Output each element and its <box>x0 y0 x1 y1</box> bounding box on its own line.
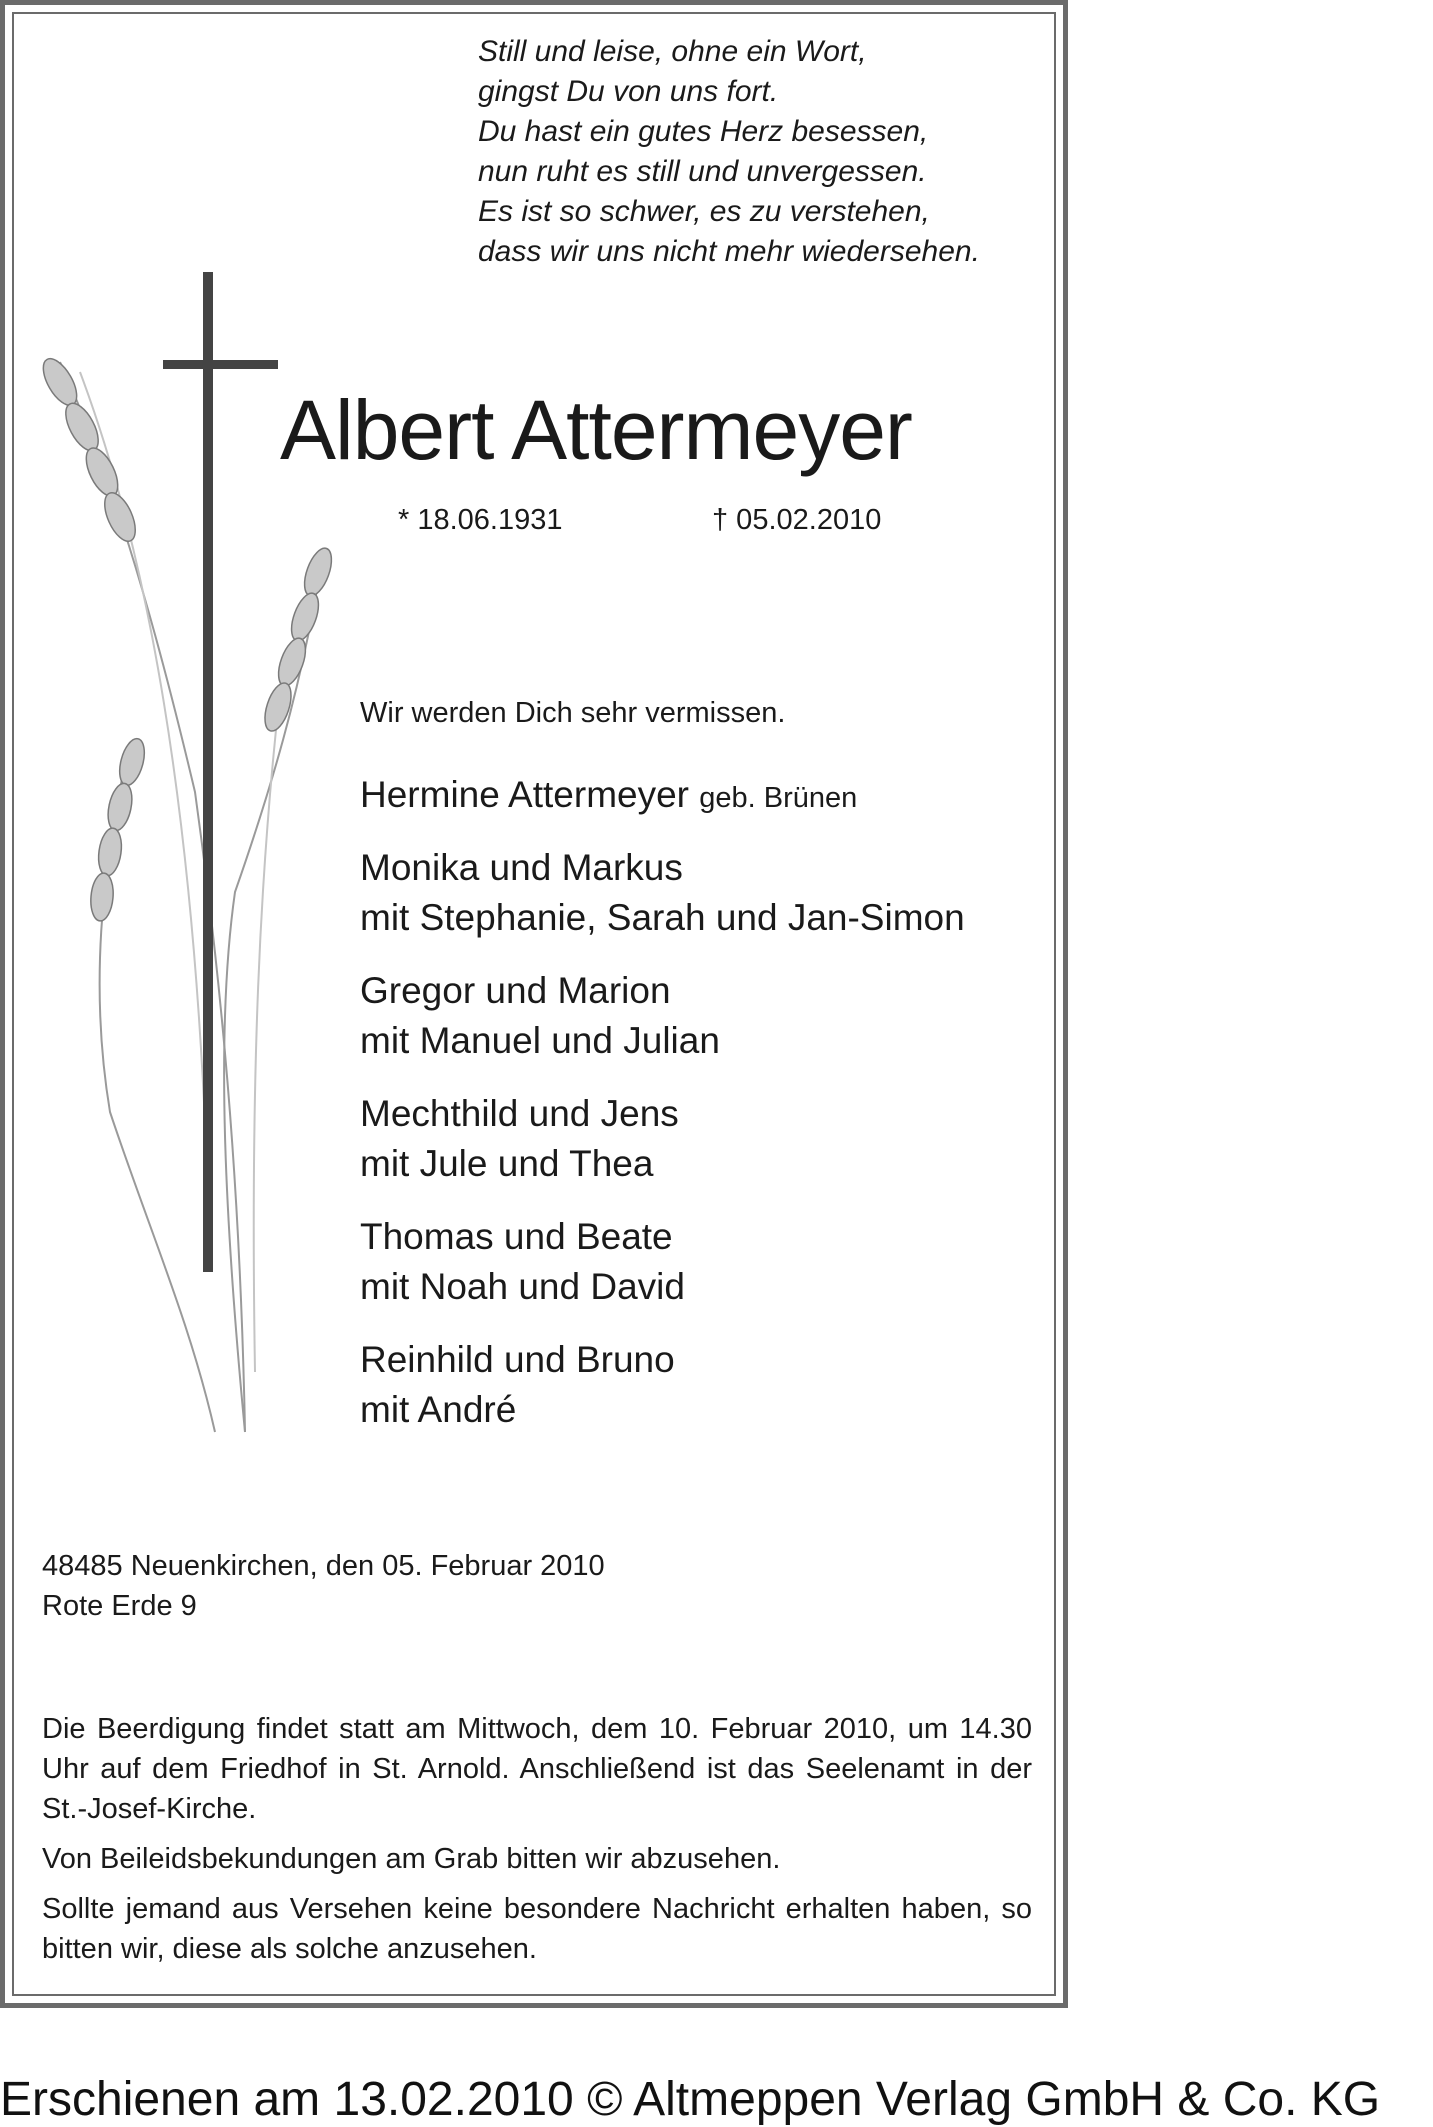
family-group <box>360 1089 679 1189</box>
poem <box>478 32 980 272</box>
deceased-name: Albert Attermeyer <box>280 383 912 477</box>
funeral-paragraph: Sollte jemand aus Versehen keine besondere Nachricht erhalten haben, so bitten wir, diese als solche anzusehen. <box>42 1893 1032 1965</box>
family-line: mit Stephanie, Sarah und Jan-Simon <box>360 897 965 938</box>
family-group <box>360 843 965 943</box>
address-block <box>42 1546 605 1626</box>
family-group <box>360 966 720 1066</box>
family-line: Gregor und Marion <box>360 970 671 1011</box>
funeral-paragraph: Die Beerdigung findet statt am Mittwoch, dem 10. Februar 2010, um 14.30 Uhr auf dem Friedhof in St. Arnold. Anschließend ist das Seelenamt in der St.-Josef-Kirche. <box>42 1713 1032 1825</box>
wheat-ear <box>260 545 337 734</box>
family-group <box>360 770 857 823</box>
family-line: mit Noah und David <box>360 1266 685 1307</box>
funeral-notice <box>42 1709 1032 1979</box>
publication-credit: Erschienen am 13.02.2010 © Altmeppen Verlag GmbH & Co. KG <box>0 2073 1381 2126</box>
family-line: mit Manuel und Julian <box>360 1020 720 1061</box>
family-line: Monika und Markus <box>360 847 683 888</box>
cross-icon <box>163 272 278 1272</box>
poem-line: Du hast ein gutes Herz besessen, <box>478 115 929 148</box>
birth-date: * 18.06.1931 <box>398 504 563 536</box>
family-line: mit André <box>360 1389 517 1430</box>
poem-line: Still und leise, ohne ein Wort, <box>478 35 867 68</box>
family-line: Reinhild und Bruno <box>360 1339 675 1380</box>
wheat-ear <box>37 353 142 545</box>
poem-line: gingst Du von uns fort. <box>478 75 779 108</box>
address-line: Rote Erde 9 <box>42 1590 197 1622</box>
poem-line: nun ruht es still und unvergessen. <box>478 155 927 188</box>
poem-line: dass wir uns nicht mehr wiedersehen. <box>478 235 980 268</box>
poem-line: Es ist so schwer, es zu verstehen, <box>478 195 930 228</box>
family-line: mit Jule und Thea <box>360 1143 654 1184</box>
address-line: 48485 Neuenkirchen, den 05. Februar 2010 <box>42 1550 605 1582</box>
farewell-line: Wir werden Dich sehr vermissen. <box>360 697 786 729</box>
family-line: Hermine Attermeyer geb. Brünen <box>360 774 858 815</box>
funeral-paragraph: Von Beileidsbekundungen am Grab bitten wir abzusehen. <box>42 1843 781 1875</box>
family-line: Mechthild und Jens <box>360 1093 679 1134</box>
family-group <box>360 1212 685 1312</box>
wheat-ear <box>89 736 149 922</box>
family-line: Thomas und Beate <box>360 1216 673 1257</box>
maiden-name: geb. Brünen <box>699 782 858 814</box>
death-date: † 05.02.2010 <box>712 504 882 536</box>
family-group <box>360 1335 675 1435</box>
